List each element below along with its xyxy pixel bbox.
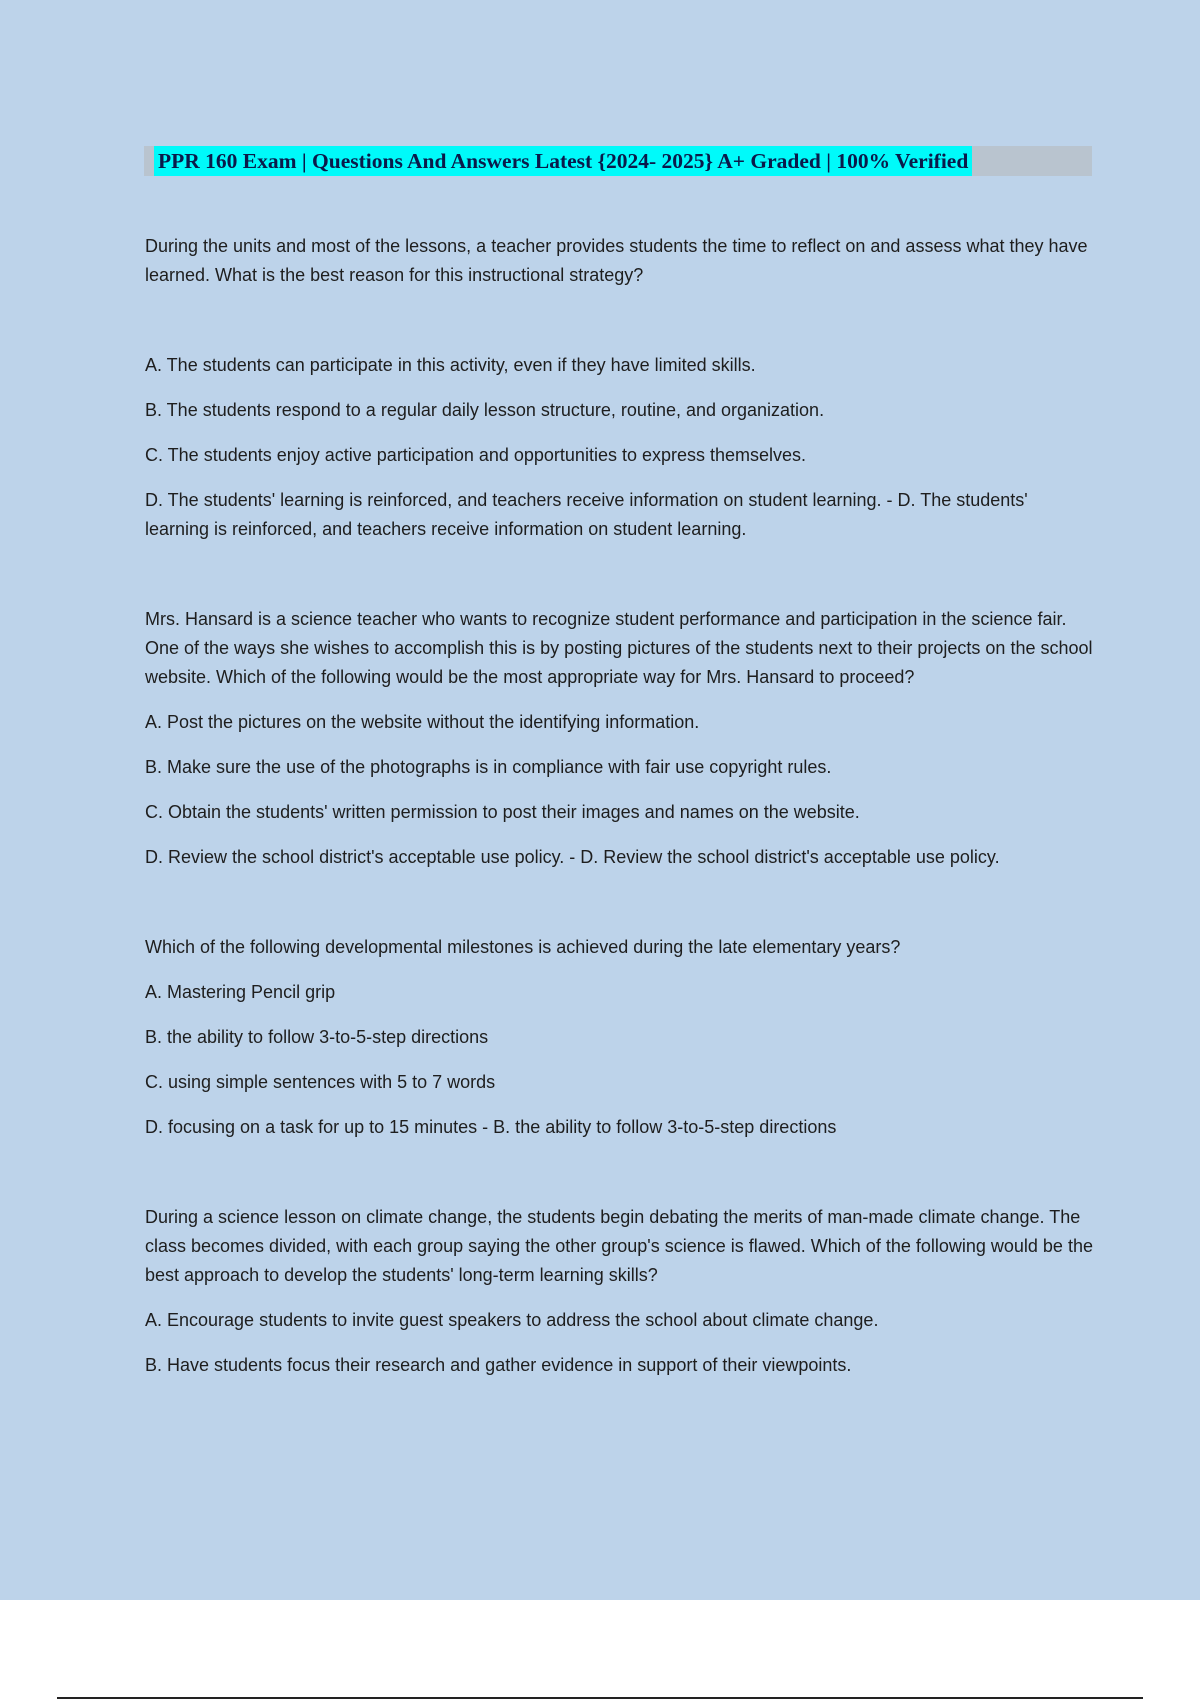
question-2-option-b: B. Make sure the use of the photographs is in compliance with fair use copyright rules. (145, 757, 832, 777)
question-block-2 (145, 605, 1095, 872)
question-3-option-a: A. Mastering Pencil grip (145, 982, 336, 1002)
question-1-option-a: A. The students can participate in this activity, even if they have limited skills. (145, 355, 756, 375)
question-3-option-d-answer: D. focusing on a task for up to 15 minutes - B. the ability to follow 3-to-5-step directions (145, 1117, 837, 1137)
question-3-option-b: B. the ability to follow 3-to-5-step directions (145, 1027, 489, 1047)
question-1-option-c: C. The students enjoy active participation and opportunities to express themselves. (145, 445, 807, 465)
document-title: PPR 160 Exam | Questions And Answers Latest {2024- 2025} A+ Graded | 100% Verified (154, 146, 972, 176)
question-text-2: Mrs. Hansard is a science teacher who wants to recognize student performance and participation in the science fair. One of the ways she wishes to accomplish this is by posting pictures of the students next to their projects on the school website. Which of the following would be the most appropriate way for Mrs. Hansard to proceed? (145, 609, 1093, 687)
question-text-3: Which of the following developmental milestones is achieved during the late elementary years? (145, 937, 901, 957)
question-block-1 (145, 232, 1095, 544)
question-text-4: During a science lesson on climate change, the students begin debating the merits of man-made climate change. The class becomes divided, with each group saying the other group's science is flawed. Which of the following would be the best approach to develop the students' long-term learning skills? (145, 1207, 1093, 1285)
question-2-option-a: A. Post the pictures on the website without the identifying information. (145, 712, 700, 732)
question-block-3 (145, 933, 1095, 1142)
question-1-option-b: B. The students respond to a regular daily lesson structure, routine, and organization. (145, 400, 825, 420)
question-2-option-d-answer: D. Review the school district's acceptable use policy. - D. Review the school district's acceptable use policy. (145, 847, 1000, 867)
question-3-option-c: C. using simple sentences with 5 to 7 words (145, 1072, 496, 1092)
question-2-option-c: C. Obtain the students' written permission to post their images and names on the website. (145, 802, 860, 822)
question-list (145, 232, 1095, 1441)
question-4-option-b: B. Have students focus their research and gather evidence in support of their viewpoints. (145, 1355, 852, 1375)
question-text-1: During the units and most of the lessons, a teacher provides students the time to reflect on and assess what they have learned. What is the best reason for this instructional strategy? (145, 236, 1088, 285)
question-1-option-d-answer: D. The students' learning is reinforced, and teachers receive information on student learning. - D. The students' learning is reinforced, and teachers receive information on student learning. (145, 490, 1028, 539)
question-4-option-a: A. Encourage students to invite guest speakers to address the school about climate change. (145, 1310, 879, 1330)
question-block-4 (145, 1203, 1095, 1380)
footer-divider (57, 1697, 1143, 1699)
